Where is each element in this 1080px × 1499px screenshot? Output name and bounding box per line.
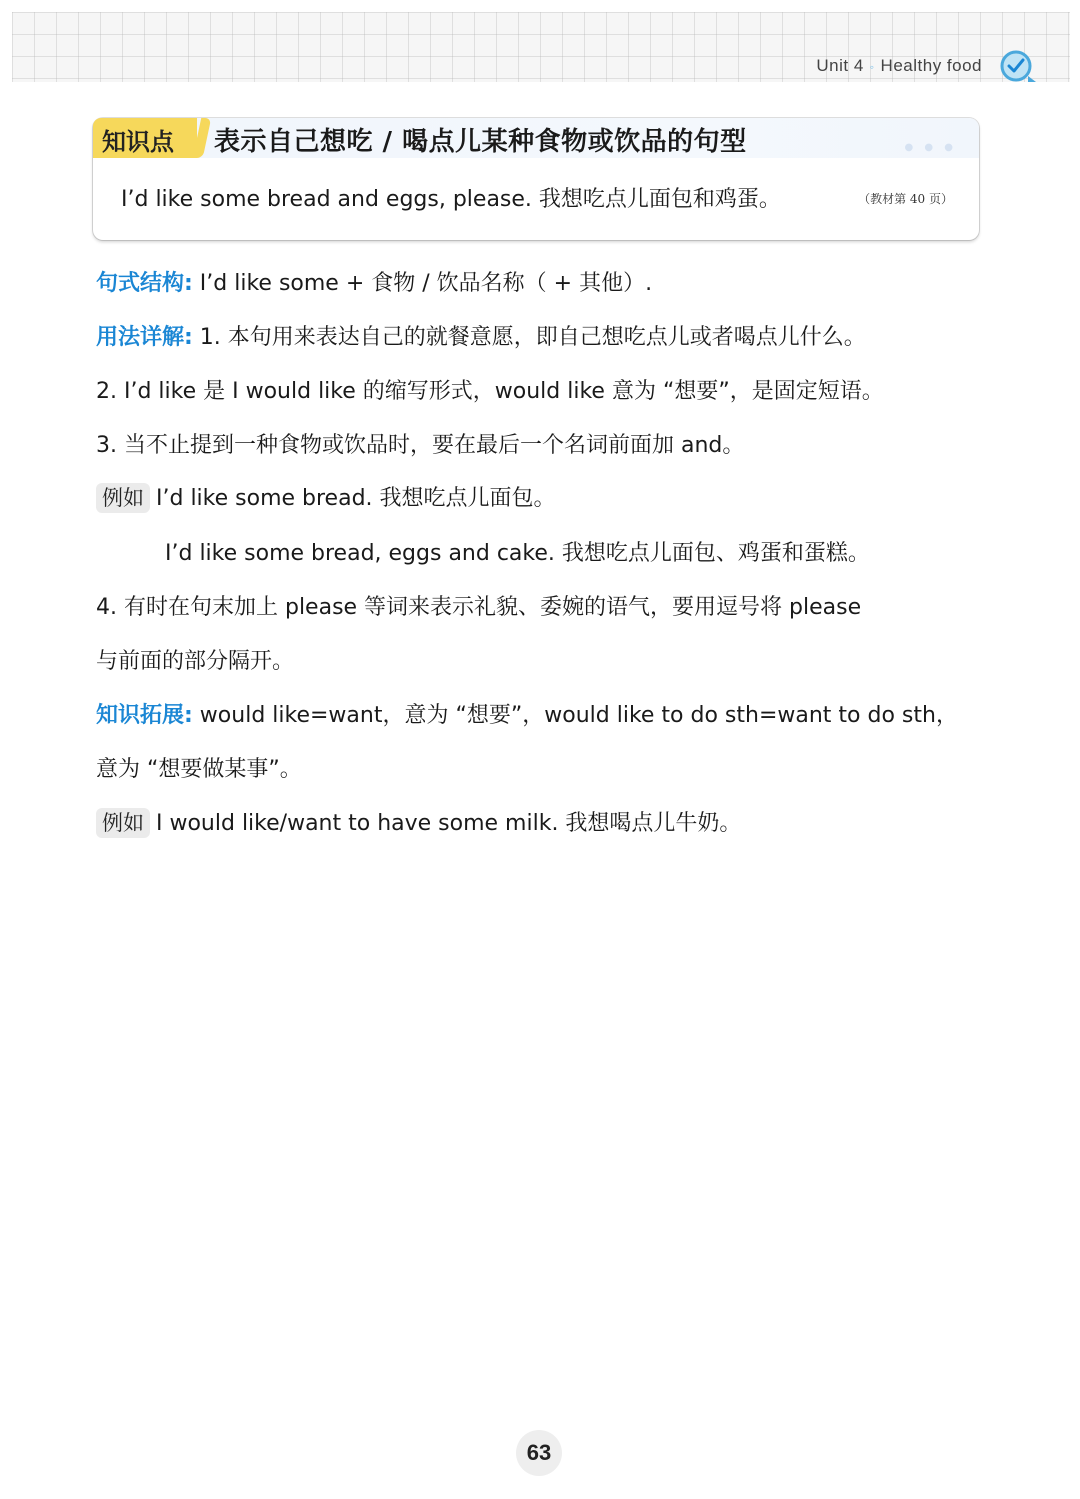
usage-point-4b: 与前面的部分隔开。 xyxy=(96,649,295,674)
knowledge-point-title: 表示自己想吃 / 喝点儿某种食物或饮品的句型 xyxy=(214,127,747,157)
usage-point-2: 2. I’d like 是 I would like 的缩写形式，would like 意为 “想要”，是固定短语。 xyxy=(96,379,884,404)
knowledge-point-tag xyxy=(93,118,197,158)
usage-line-1 xyxy=(96,320,866,351)
page-number: 63 xyxy=(516,1430,562,1476)
structure-line xyxy=(96,266,652,297)
example-tag: 例如 xyxy=(96,483,150,513)
example-2: I’d like some bread, eggs and cake. 我想吃点儿面包、鸡蛋和蛋糕。 xyxy=(165,541,870,566)
key-sentence: I’d like some bread and eggs, please. 我想吃点儿面包和鸡蛋。 xyxy=(121,187,781,212)
usage-point-4a: 4. 有时在句末加上 please 等词来表示礼貌、委婉的语气，要用逗号将 please xyxy=(96,595,862,620)
decorative-dots: ● ● ● xyxy=(904,142,957,153)
textbook-source: （教材第 40 页） xyxy=(858,192,953,206)
usage-point-3: 3. 当不止提到一种食物或饮品时，要在最后一个名词前面加 and。 xyxy=(96,433,745,458)
knowledge-point-box xyxy=(93,118,979,240)
structure-label: 句式结构: xyxy=(96,271,193,296)
example-1: I’d like some bread. 我想吃点儿面包。 xyxy=(156,486,556,511)
extension-text-b: 意为 “想要做某事”。 xyxy=(96,757,302,782)
header-separator: ◦ xyxy=(869,60,875,74)
unit-label: Unit 4 xyxy=(816,56,864,75)
extension-line-1 xyxy=(96,698,958,729)
example-line-1 xyxy=(96,481,556,513)
knowledge-point-tag-label: 知识点 xyxy=(102,128,174,156)
extension-example-line xyxy=(96,806,741,838)
running-header xyxy=(816,56,982,76)
usage-label: 用法详解: xyxy=(96,325,193,350)
extension-label: 知识拓展: xyxy=(96,703,193,728)
unit-title: Healthy food xyxy=(880,56,982,75)
checkmark-badge-icon xyxy=(998,48,1038,84)
extension-example: I would like/want to have some milk. 我想喝点儿牛奶。 xyxy=(156,811,742,836)
usage-point-1: 1. 本句用来表达自己的就餐意愿，即自己想吃点儿或者喝点儿什么。 xyxy=(192,325,866,350)
example-tag: 例如 xyxy=(96,808,150,838)
extension-text-a: would like=want，意为 “想要”，would like to do sth=want to do sth， xyxy=(192,703,958,728)
structure-text: I’d like some + 食物 / 饮品名称（ + 其他）. xyxy=(192,271,653,296)
